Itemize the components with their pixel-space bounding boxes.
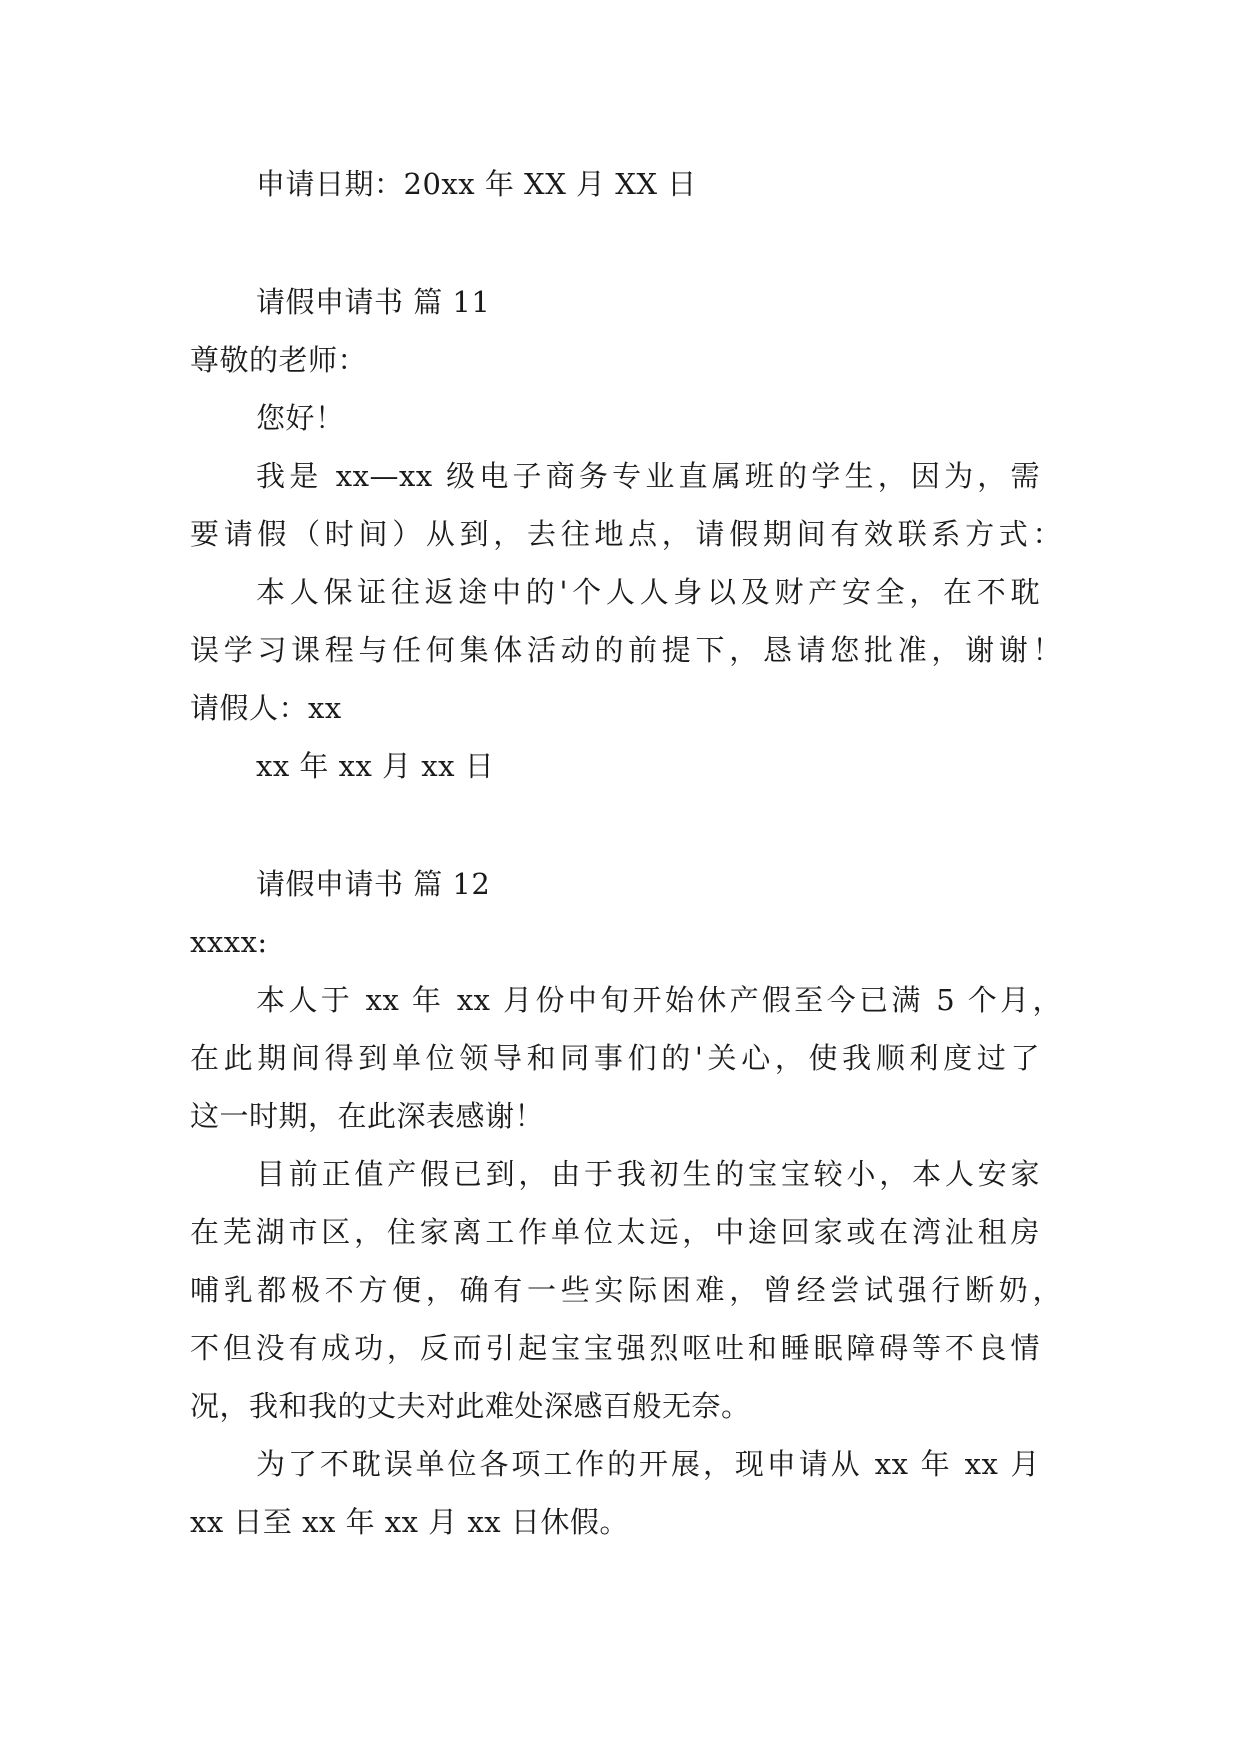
paragraph-line: 我是 xx—xx 级电子商务专业直属班的学生，因为，需 [256,459,1040,493]
paragraph-line: 在芜湖市区，住家离工作单位太远，中途回家或在湾沚租房 [190,1215,1040,1249]
paragraph-line: 不但没有成功，反而引起宝宝强烈呕吐和睡眠障碍等不良情 [190,1331,1040,1365]
signature-date-11: xx 年 xx 月 xx 日 [256,749,495,783]
section-heading-11: 请假申请书 篇 11 [256,285,491,319]
salutation-11: 尊敬的老师： [190,343,368,377]
paragraph-line: 况，我和我的丈夫对此难处深感百般无奈。 [190,1389,751,1423]
application-date: 申请日期：20xx 年 XX 月 XX 日 [256,167,697,201]
paragraph-line: 误学习课程与任何集体活动的前提下，恳请您批准，谢谢！ [190,633,1062,667]
paragraph-line: 这一时期，在此深表感谢！ [190,1099,545,1133]
paragraph-line: 要请假（时间）从到，去往地点，请假期间有效联系方式： [190,517,1062,551]
signer-11: 请假人：xx [190,691,342,725]
paragraph-line: 本人于 xx 年 xx 月份中旬开始休产假至今已满 5 个月， [256,983,1062,1017]
paragraph-line: 哺乳都极不方便，确有一些实际困难，曾经尝试强行断奶， [190,1273,1062,1307]
paragraph-line: 本人保证往返途中的'个人人身以及财产安全，在不耽 [256,575,1040,609]
paragraph-line: 目前正值产假已到，由于我初生的宝宝较小，本人安家 [256,1157,1040,1191]
paragraph-line: 在此期间得到单位领导和同事们的'关心，使我顺利度过了 [190,1041,1040,1075]
greeting-11: 您好！ [256,401,345,435]
section-heading-12: 请假申请书 篇 12 [256,867,491,901]
salutation-12: xxxx: [190,925,268,959]
paragraph-line: xx 日至 xx 年 xx 月 xx 日休假。 [190,1505,629,1539]
paragraph-line: 为了不耽误单位各项工作的开展，现申请从 xx 年 xx 月 [256,1447,1040,1481]
